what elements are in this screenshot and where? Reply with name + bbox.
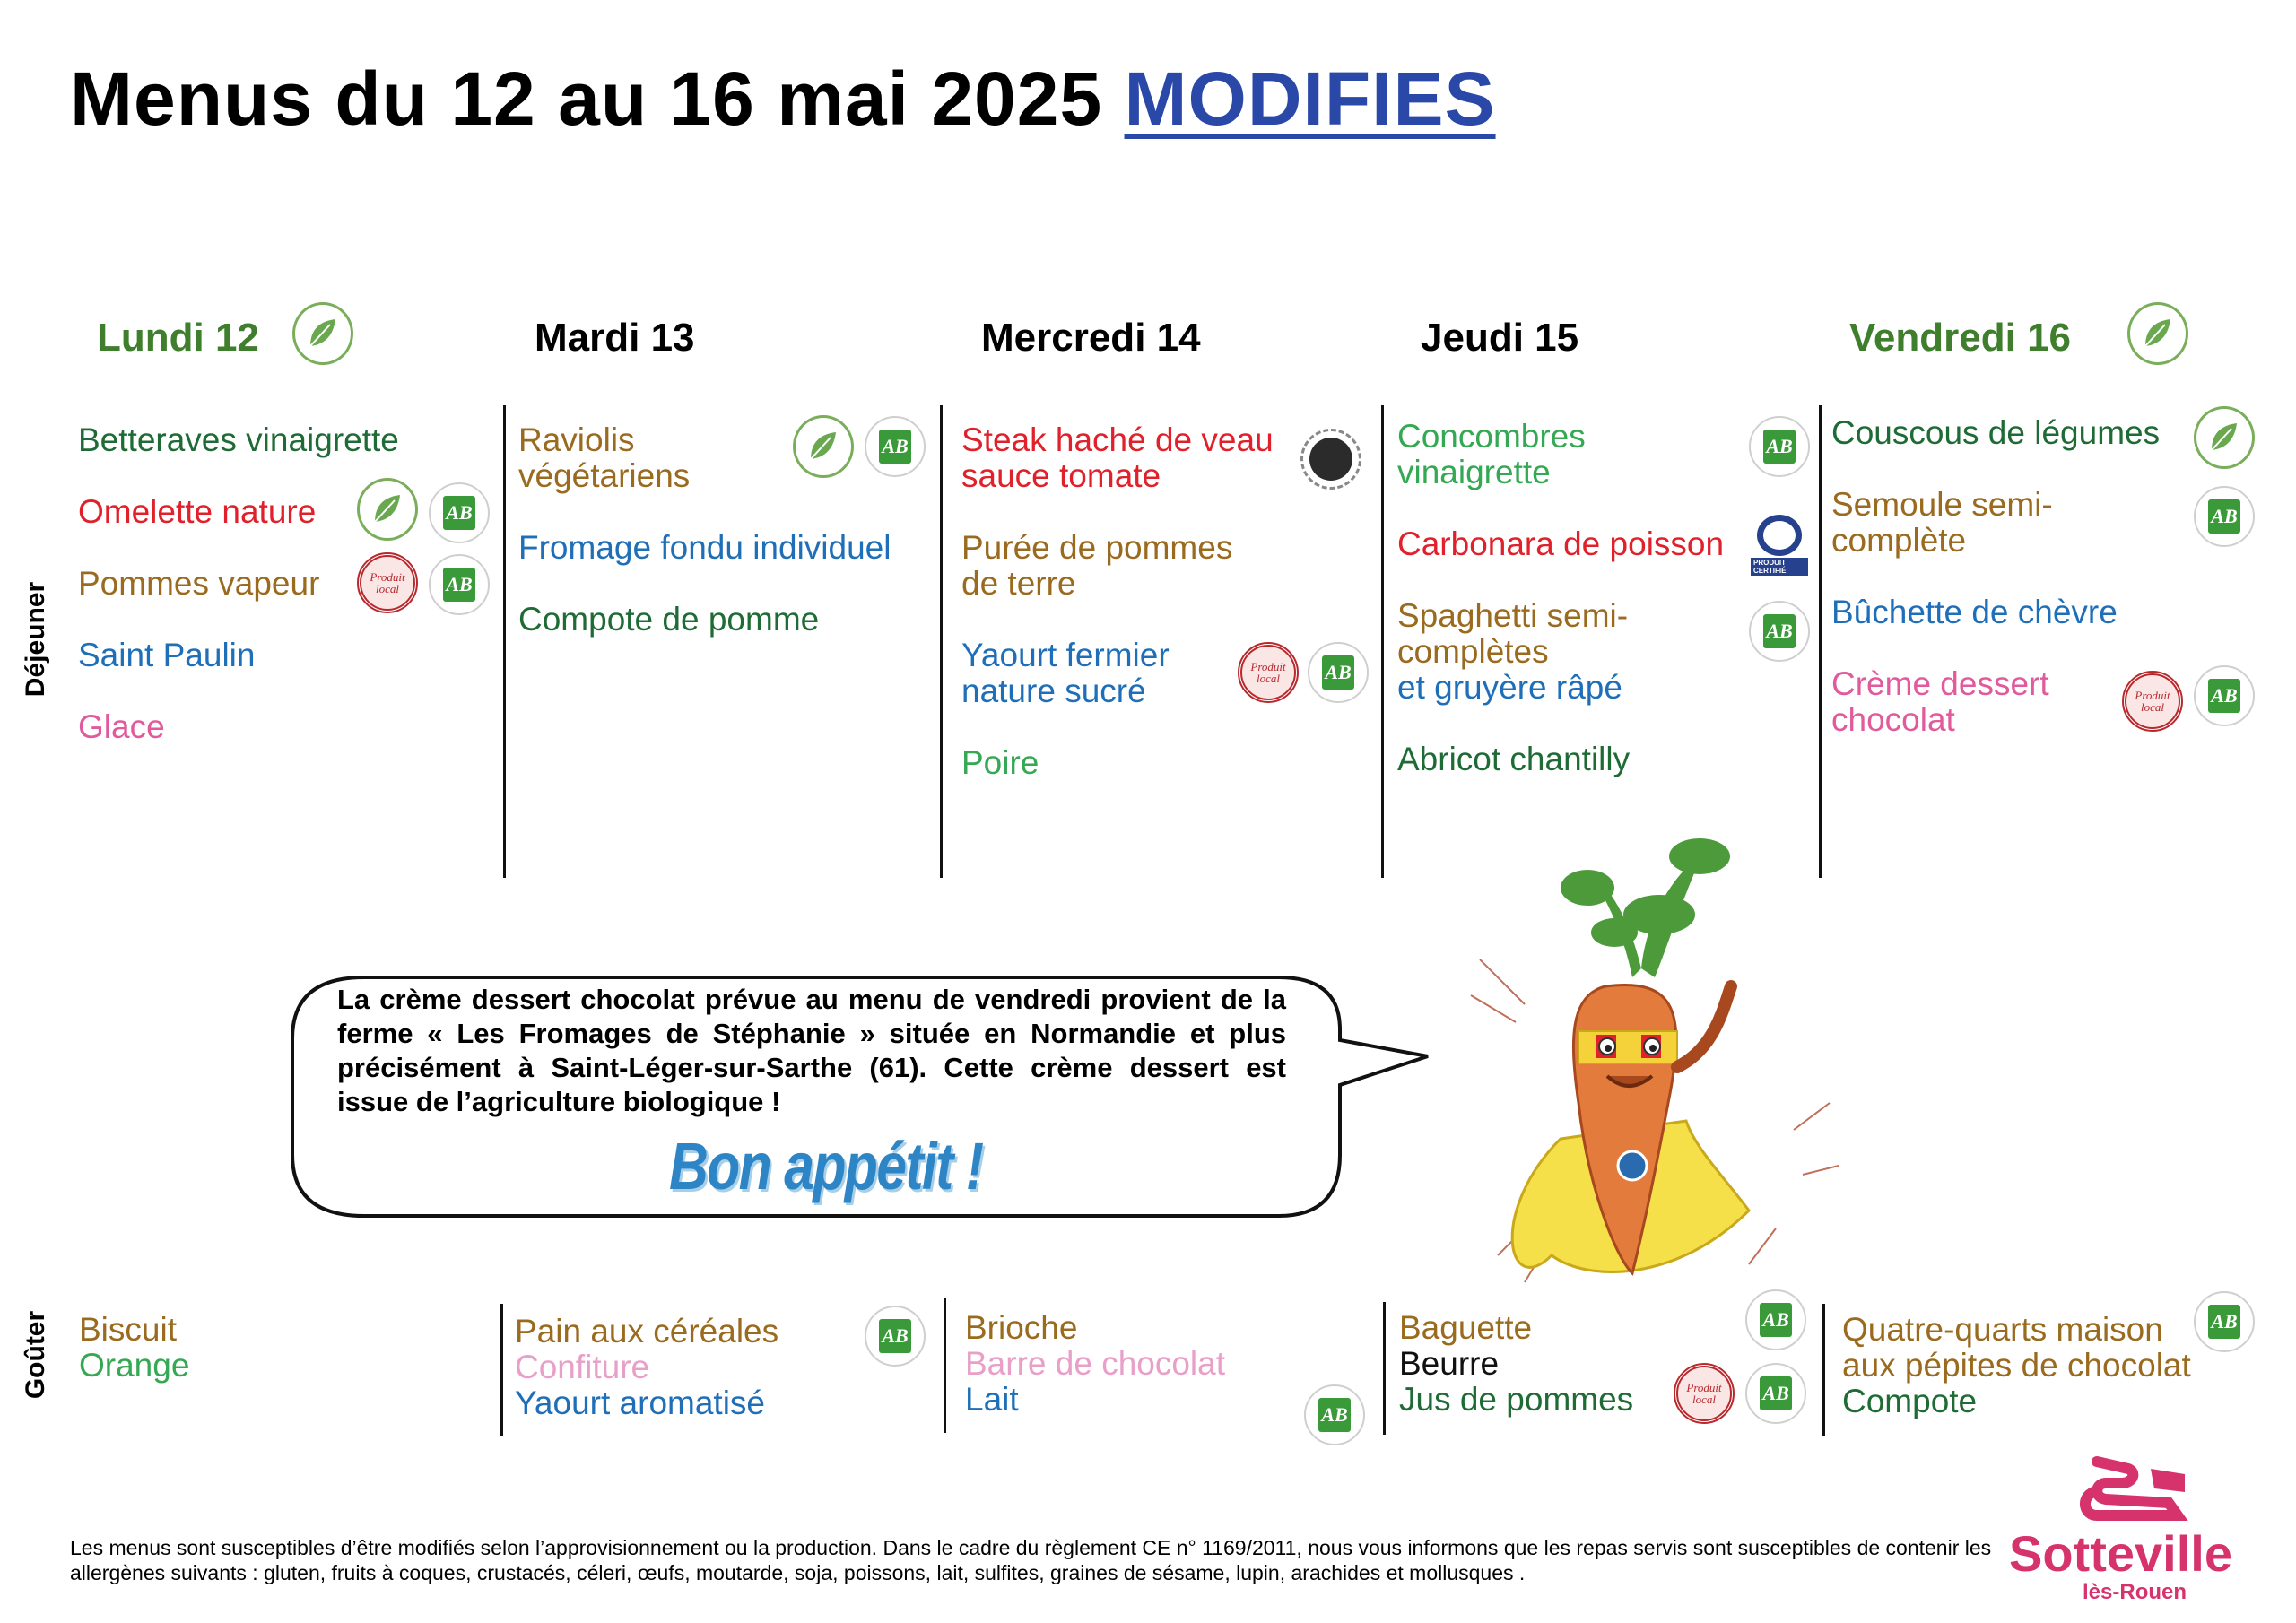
menu-item: Confiture [515, 1349, 650, 1385]
column-divider [503, 405, 506, 878]
menu-item: Biscuit [79, 1311, 177, 1348]
menu-item: et gruyère râpé [1397, 669, 1622, 706]
day-header-monday: Lundi 12 [97, 316, 259, 360]
organic-ab-icon: AB [2194, 486, 2255, 547]
logo-subtitle: lès-Rouen [2083, 1580, 2187, 1604]
menu-item: sauce tomate [961, 457, 1161, 494]
organic-ab-icon: AB [1745, 1363, 1806, 1424]
column-divider [1819, 405, 1822, 878]
allergen-footnote: Les menus sont susceptibles d’être modifiés selon l’approvisionnement ou la production. Dans le cadre du règlement CE n° 1169/2011, nous vous informons que les repas servis sont susceptibles de contenir les allergènes suivants : gluten, fruits à coques, crustacés, céleri, œufs, moutarde, soja, poissons, lait, sulfites, graines de sésame, lupin, arachides et mollusques . [70, 1536, 1992, 1584]
column-divider [1383, 1302, 1386, 1435]
menu-item: Brioche [965, 1309, 1078, 1346]
menu-item: Compote de pomme [518, 601, 820, 638]
menu-item: Omelette nature [78, 493, 317, 530]
organic-ab-icon: AB [429, 554, 490, 615]
vegetarian-leaf-icon [793, 416, 854, 477]
section-label-lunch: Déjeuner [21, 581, 50, 698]
local-product-icon: Produit local [1238, 642, 1299, 703]
day-header-friday: Vendredi 16 [1849, 316, 2072, 360]
logo-name: Sotteville [2009, 1525, 2232, 1582]
menu-item: Yaourt fermier [961, 637, 1170, 673]
quality-certified-icon: PRODUIT CERTIFIÉ [1751, 513, 1808, 577]
menu-item: Semoule semi- [1831, 486, 2053, 523]
menu-item: vinaigrette [1397, 454, 1551, 490]
menu-item: Couscous de légumes [1831, 414, 2161, 451]
menu-item: Compote [1842, 1383, 1978, 1419]
menu-item: Lait [965, 1381, 1019, 1418]
meat-origin-icon [1300, 429, 1361, 490]
local-product-icon: Produit local [2122, 671, 2183, 732]
organic-ab-icon: AB [865, 1306, 926, 1367]
menu-item: Fromage fondu individuel [518, 529, 891, 566]
organic-ab-icon: AB [1304, 1384, 1365, 1445]
menu-item: Spaghetti semi- [1397, 597, 1629, 634]
title-main: Menus du 12 au 16 mai 2025 [70, 56, 1103, 141]
menu-item: Betteraves vinaigrette [78, 421, 399, 458]
page-title [70, 56, 1496, 143]
menu-item: Purée de pommes [961, 529, 1233, 566]
column-divider [944, 1298, 946, 1433]
menu-item: aux pépites de chocolat [1842, 1347, 2191, 1384]
local-product-icon: Produit local [357, 552, 418, 613]
menu-item: de terre [961, 565, 1076, 602]
vegetarian-leaf-icon [357, 479, 418, 540]
menu-item: Crème dessert [1831, 665, 2049, 702]
vegetarian-leaf-icon [2127, 303, 2188, 364]
menu-item: Abricot chantilly [1397, 741, 1631, 777]
menu-item: Steak haché de veau [961, 421, 1274, 458]
carrot-mascot-icon [1453, 834, 1848, 1336]
menu-item: Bûchette de chèvre [1831, 594, 2118, 630]
section-label-snack: Goûter [21, 1310, 50, 1400]
organic-ab-icon: AB [2194, 665, 2255, 726]
menu-item: Pain aux céréales [515, 1313, 779, 1350]
column-divider [940, 405, 943, 878]
vegetarian-leaf-icon [2194, 407, 2255, 468]
menu-item: Baguette [1399, 1309, 1533, 1346]
column-divider [500, 1304, 503, 1436]
column-divider [1381, 405, 1384, 878]
menu-item: complète [1831, 522, 1967, 559]
sotteville-logo-icon [2079, 1453, 2196, 1524]
menu-item: Carbonara de poisson [1397, 525, 1725, 562]
organic-ab-icon: AB [1308, 642, 1369, 703]
bon-appetit-greeting: Bon appétit ! [669, 1129, 983, 1203]
menu-item: Raviolis [518, 421, 635, 458]
organic-ab-icon: AB [1749, 416, 1810, 477]
organic-ab-icon: AB [2194, 1291, 2255, 1352]
column-divider [1822, 1304, 1825, 1436]
menu-item: Orange [79, 1347, 190, 1384]
menu-item: Concombres [1397, 418, 1586, 455]
menu-item: Yaourt aromatisé [515, 1384, 765, 1421]
vegetarian-leaf-icon [292, 303, 353, 364]
menu-item: Pommes vapeur [78, 565, 320, 602]
organic-ab-icon: AB [865, 416, 926, 477]
organic-ab-icon: AB [429, 482, 490, 543]
menu-item: Quatre-quarts maison [1842, 1311, 2163, 1348]
day-header-wednesday: Mercredi 14 [981, 316, 1201, 360]
day-header-thursday: Jeudi 15 [1421, 316, 1579, 360]
title-highlight: MODIFIES [1124, 56, 1496, 141]
menu-item: végétariens [518, 457, 691, 494]
menu-item: complètes [1397, 633, 1549, 670]
day-header-tuesday: Mardi 13 [535, 316, 695, 360]
menu-item: Jus de pommes [1399, 1381, 1634, 1418]
menu-item: Beurre [1399, 1345, 1500, 1382]
menu-item: Barre de chocolat [965, 1345, 1226, 1382]
menu-item: Glace [78, 708, 165, 745]
menu-item: nature sucré [961, 673, 1146, 709]
organic-ab-icon: AB [1745, 1289, 1806, 1350]
info-message: La crème dessert chocolat prévue au menu de vendredi provient de la ferme « Les Fromages de Stéphanie » située en Normandie et plus précisément à Saint-Léger-sur-Sarthe (61). Cette crème dessert est issue de l’agriculture biologique ! [337, 984, 1286, 1117]
menu-item: Poire [961, 744, 1039, 781]
organic-ab-icon: AB [1749, 601, 1810, 662]
local-product-icon: Produit local [1674, 1363, 1735, 1424]
menu-item: Saint Paulin [78, 637, 256, 673]
menu-item: chocolat [1831, 701, 1955, 738]
